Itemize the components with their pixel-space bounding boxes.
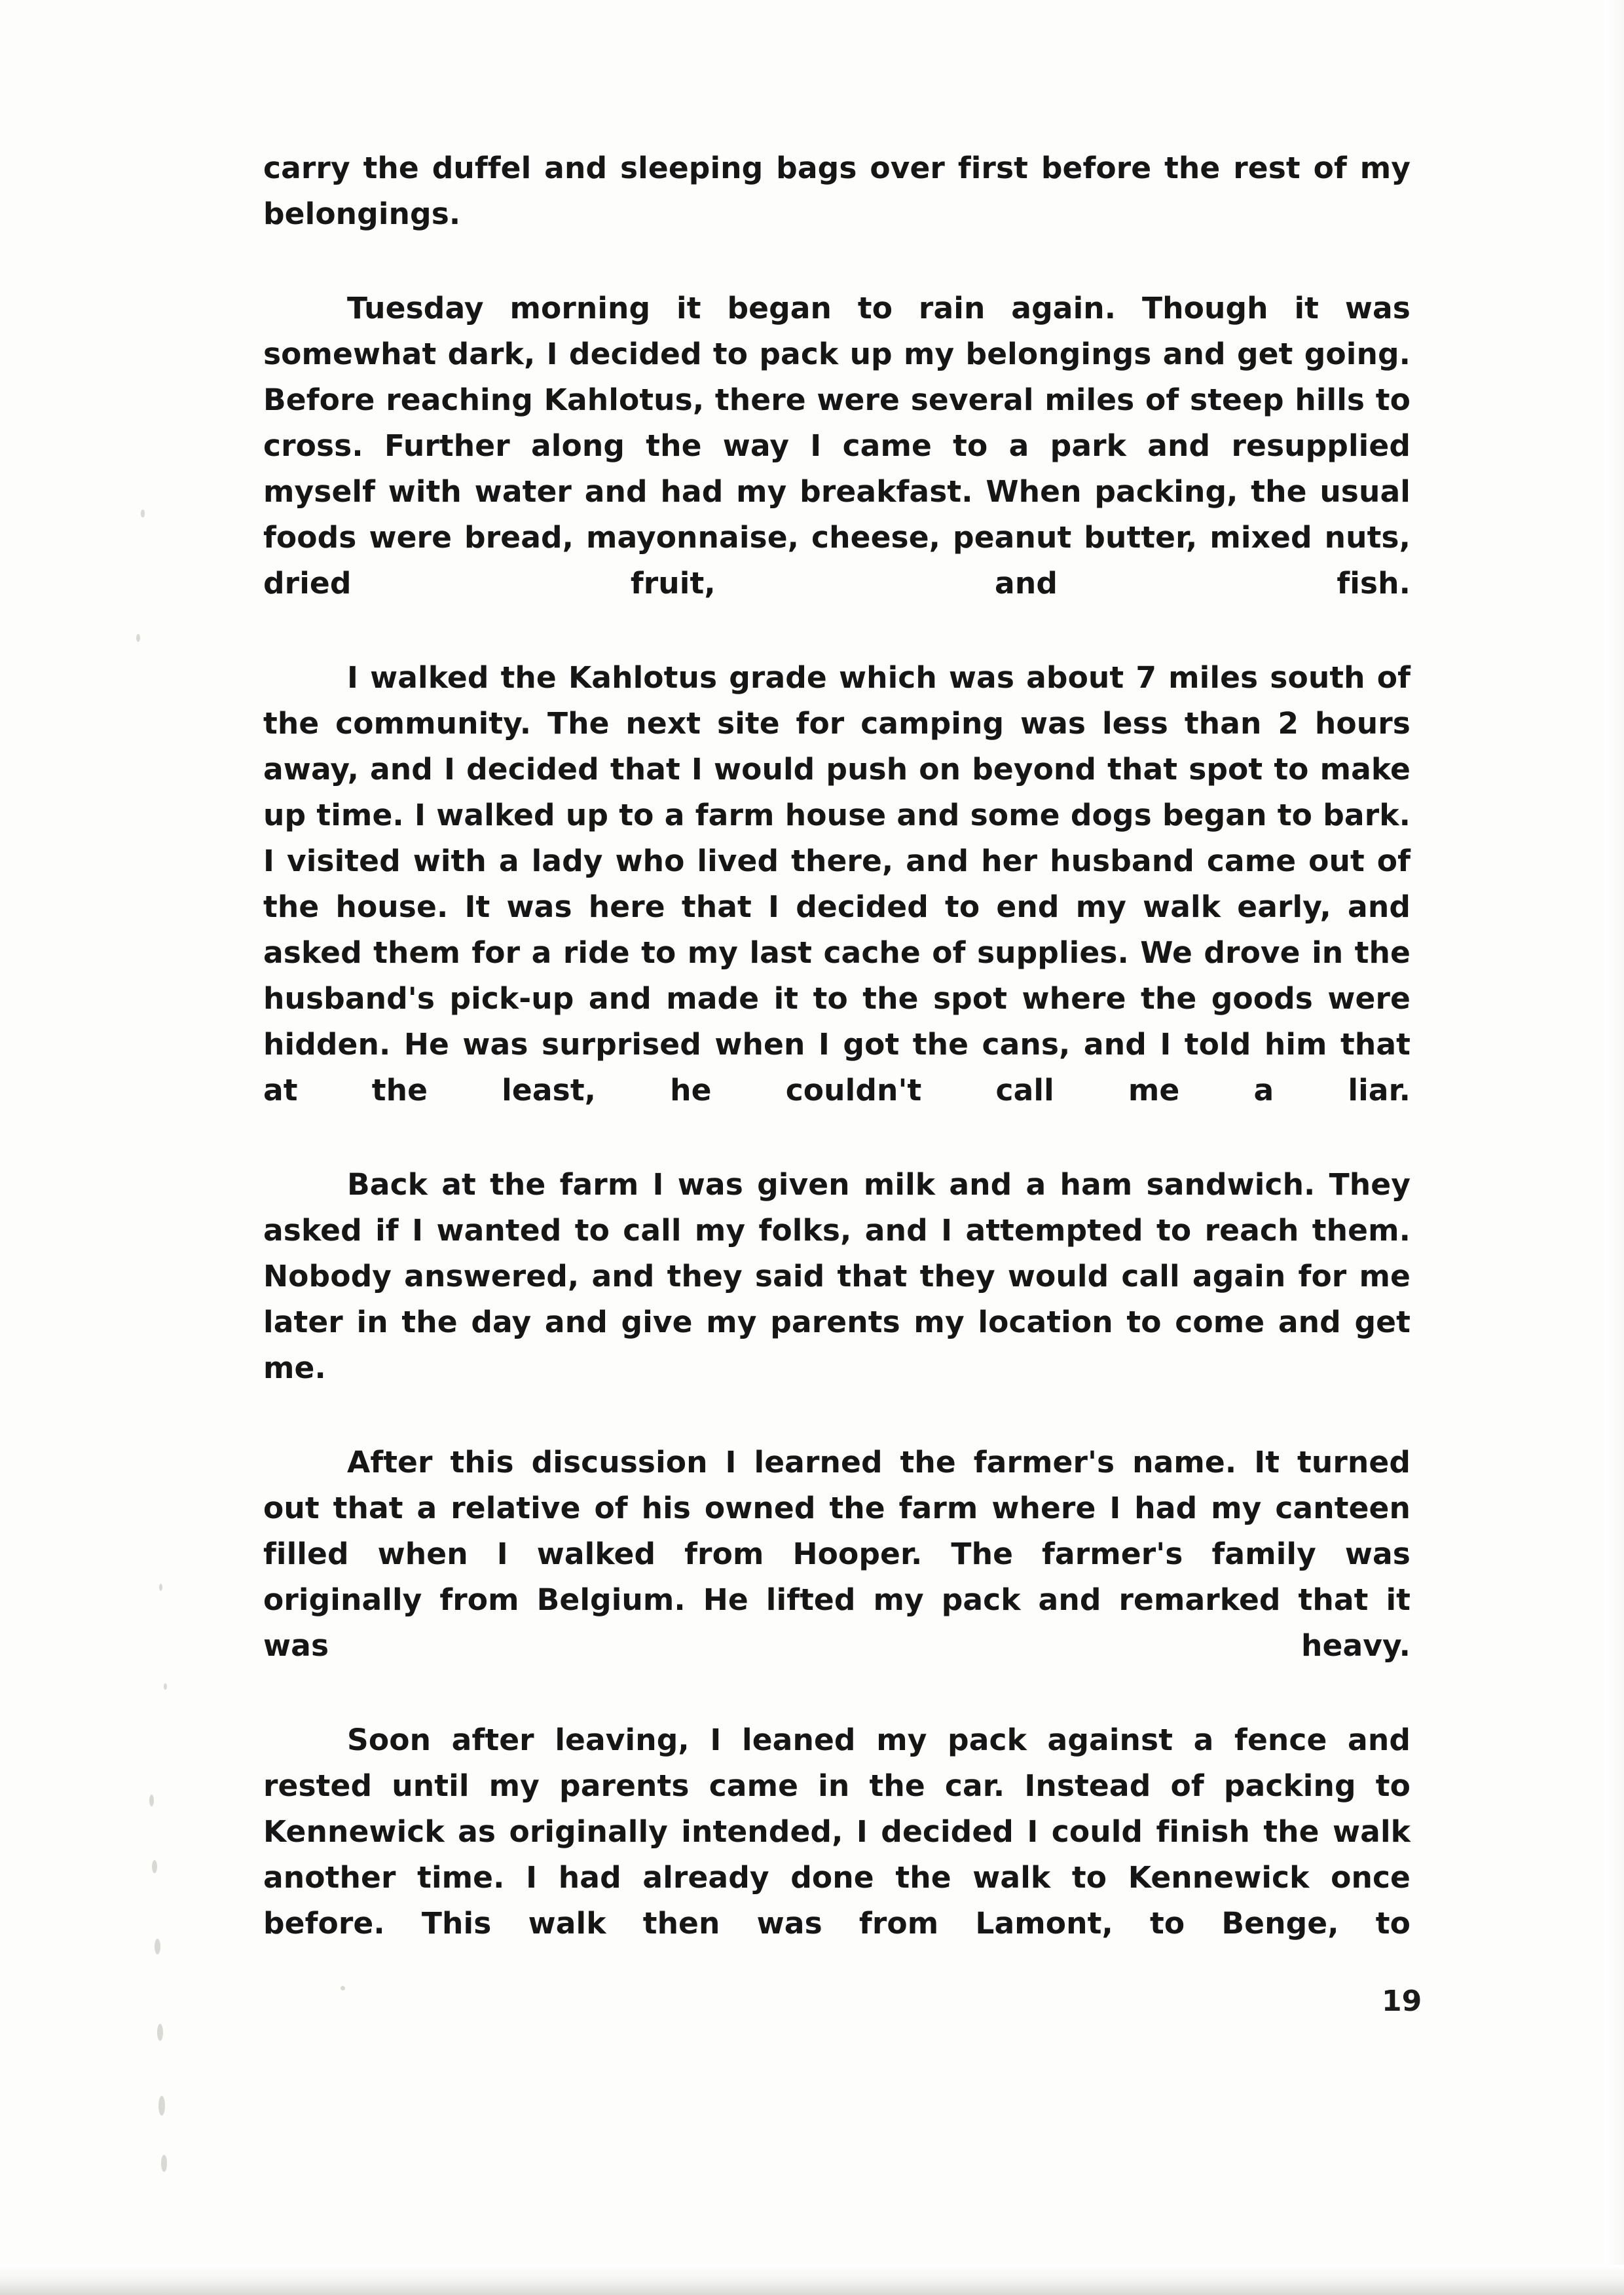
scan-speckle	[149, 1795, 154, 1806]
scan-speckle	[164, 1683, 167, 1690]
scan-speckle	[159, 1584, 162, 1591]
scan-speckle	[152, 1860, 157, 1873]
scan-speckle	[157, 2024, 163, 2041]
page-number: 19	[1382, 1985, 1422, 2018]
paragraph: I walked the Kahlotus grade which was about 7 miles south of the community. The next site for camping was less than 2 hours away, and I decided that I would push on beyond that spot to make up time. I walked up to a farm house and some dogs began to bark. I visited with a lady who lived there, and her husband came out of the house. It was here that I decided to end my walk early, and asked them for a ride to my last cache of supplies. We drove in the husband's pick-up and made it to the spot where the goods were hidden. He was surprised when I got the cans, and I told him that at the least, he couldn't call me a liar.	[263, 660, 1411, 1108]
scan-edge-right	[1604, 0, 1624, 2295]
paragraph: Tuesday morning it began to rain again. Though it was somewhat dark, I decided to pack up my belongings and get going. Before reaching Kahlotus, there were several miles of steep hills to cross. Further along the way I came to a park and resupplied myself with water and had my breakfast. When packing, the usual foods were bread, mayonnaise, cheese, peanut butter, mixed nuts, dried fruit, and fish.	[263, 291, 1411, 601]
body-text-column	[263, 145, 1411, 1995]
paragraph: Soon after leaving, I leaned my pack against a fence and rested until my parents came in the car. Instead of packing to Kennewick as originally intended, I decided I could finish the walk another time. I had already done the walk to Kennewick once before. This walk then was from Lamont, to Benge, to	[263, 1723, 1411, 1941]
scan-speckle	[155, 1939, 160, 1954]
scan-speckle	[161, 2155, 167, 2172]
paragraph: carry the duffel and sleeping bags over first before the rest of my belongings.	[263, 151, 1411, 231]
paragraph: Back at the farm I was given milk and a ham sandwich. They asked if I wanted to call my folks, and I attempted to reach them. Nobody answered, and they said that they would call again for me later in the day and give my parents my location to come and get me.	[263, 1167, 1411, 1385]
paragraph: After this discussion I learned the farmer's name. It turned out that a relative of his owned the farm where I had my canteen filled when I walked from Hooper. The farmer's family was originally from Belgium. He lifted my pack and remarked that it was heavy.	[263, 1445, 1411, 1663]
scan-speckle	[158, 2096, 165, 2116]
scan-speckle	[141, 510, 145, 517]
scan-speckle	[136, 634, 140, 642]
scan-edge-bottom	[0, 2265, 1624, 2295]
